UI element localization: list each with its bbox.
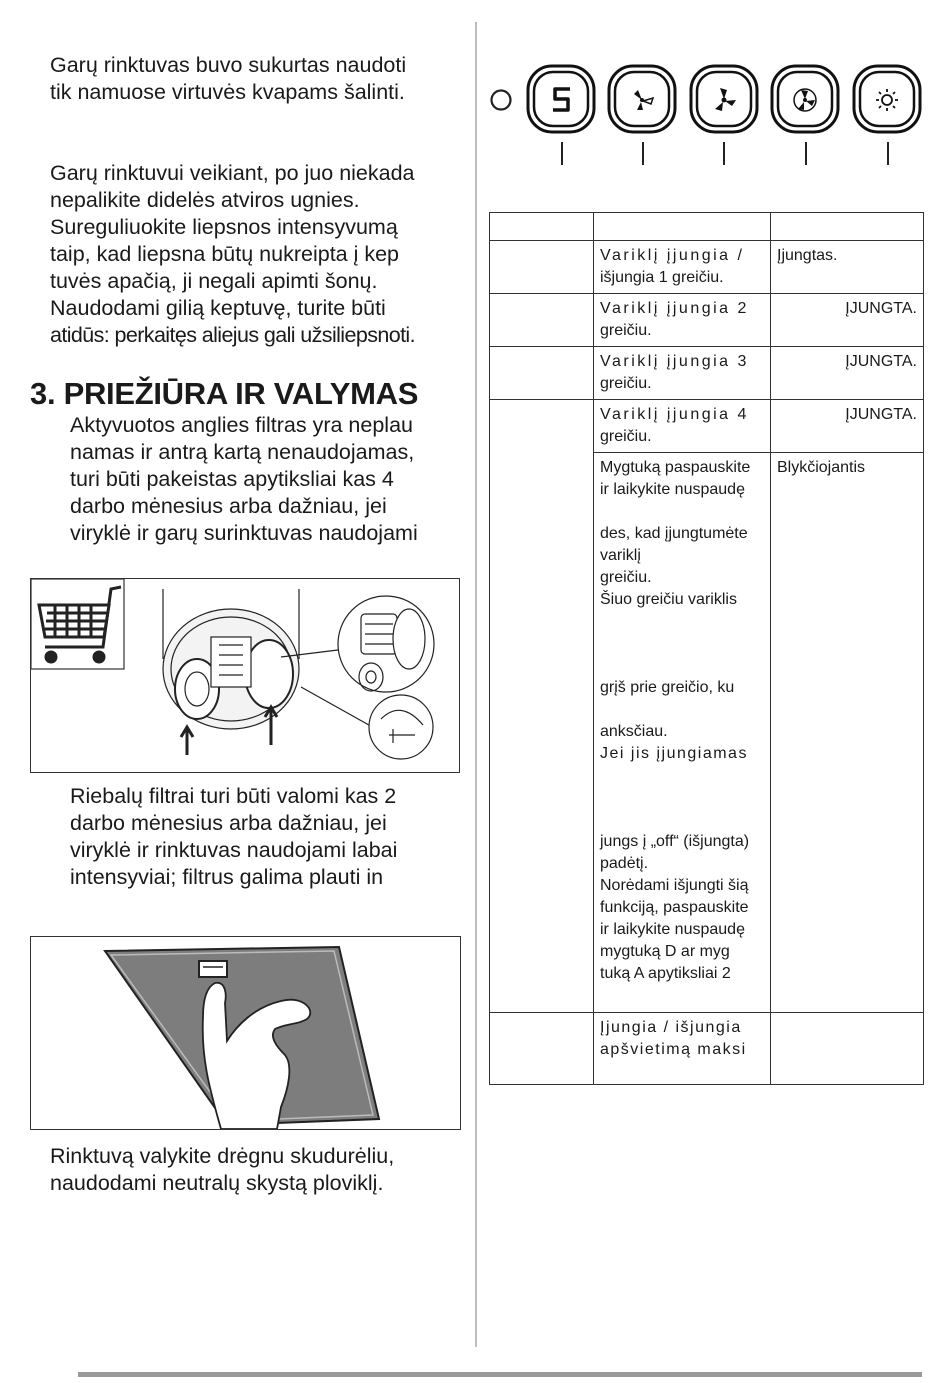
text-line: tuvės apačią, ji negali apimti šonų. [50,269,378,293]
filter-button[interactable] [526,64,596,134]
fan-speed-3-icon [770,64,840,134]
controls-table [489,212,924,1085]
table-cell [771,1013,924,1085]
light-icon [852,64,922,134]
table-cell [771,213,924,241]
text-line: taip, kad liepsna būtų nukreipta į kep [50,242,400,266]
table-cell [490,294,594,347]
table-cell [771,294,924,347]
text-line: intensyviai; filtrus galima plauti in [70,865,384,889]
cell-text: Mygtuką paspauskite [600,459,751,476]
table-cell [490,400,594,1013]
table-cell [490,241,594,294]
table-row [490,241,924,294]
cell-text: greičiu. [600,322,652,339]
fan-speed-1-icon [607,64,677,134]
cell-text: Variklį įjungia 2 [600,300,749,317]
table-cell [594,1013,771,1085]
grease-filter-illustration [31,937,460,1129]
table-row [490,347,924,400]
table-cell [771,453,924,1013]
table-cell [490,347,594,400]
button-pointer-line [642,142,644,165]
table-cell [594,213,771,241]
column-divider [475,22,477,1347]
grease-filter-figure [30,936,461,1130]
cell-text: Įjungia / išjungia [600,1019,742,1036]
state-text: Blykčiojantis [777,459,866,476]
state-text: ĮJUNGTA. [845,300,917,317]
table-cell [771,400,924,453]
section-heading: 3. PRIEŽIŪRA IR VALYMAS [30,376,419,411]
cell-text: anksčiau. [600,723,668,740]
text-line: darbo mėnesius arba dažniau, jei [70,811,387,835]
text-line: nepalikite didelės atviros ugnies. [50,188,360,212]
cell-text: Variklį įjungia / [600,247,745,264]
cell-text: grįš prie greičio, ku [600,679,735,696]
fan-speed-3-button[interactable] [770,64,840,134]
text-line: viryklė ir garų surinktuvas naudojami [70,521,418,545]
table-cell [594,241,771,294]
text-line: atidūs: perkaitęs aliejus gali užsiliepsnoti. [50,323,415,347]
state-text: Įjungtas. [777,247,838,264]
cell-text: des, kad įjungtumėte [600,525,748,542]
cell-text: ir laikykite nuspaudę [600,481,745,498]
text-line: Riebalų filtrai turi būti valomi kas 2 [70,784,397,808]
cell-text: Variklį įjungia 4 [600,406,749,423]
cell-text: ir laikykite nuspaudę [600,921,745,938]
button-pointer-line [805,142,807,165]
table-cell [594,294,771,347]
table-row [490,400,924,453]
cell-text: Norėdami išjungti šią [600,877,749,894]
shopping-cart-icon [39,587,121,662]
text-line: turi būti pakeistas apytiksliai kas 4 [70,467,394,491]
table-cell [594,453,771,1013]
cell-text: Jei jis įjungiamas [600,745,748,762]
text-line: namas ir antrą kartą nenaudojamas, [70,440,415,464]
cell-text: išjungia 1 greičiu. [600,269,724,286]
cell-text: greičiu. [600,375,652,392]
cell-text: funkciją, paspauskite [600,899,749,916]
state-text: ĮJUNGTA. [845,353,917,370]
text-line: tik namuose virtuvės kvapams šalinti. [50,80,405,104]
cell-text: mygtuką D ar myg [600,943,730,960]
carbon-filter-paragraph [70,412,460,547]
cell-text: jungs į „off“ (išjungta) [600,833,750,850]
intro-paragraph [50,52,460,106]
text-line: Sureguliuokite liepsnos intensyvumą [50,215,398,239]
button-pointer-line [561,142,563,165]
carbon-filter-figure [30,578,460,773]
table-cell [594,347,771,400]
table-row [490,294,924,347]
table-cell [490,1013,594,1085]
table-cell [594,400,771,453]
cell-text: variklį [600,547,641,564]
cell-text: Variklį įjungia 3 [600,353,749,370]
table-row [490,1013,924,1085]
text-line: Aktyvuotos anglies filtras yra neplau [70,413,413,437]
table-cell [490,213,594,241]
text-line: Garų rinktuvas buvo sukurtas naudoti [50,53,407,77]
fan-speed-2-button[interactable] [689,64,759,134]
grease-filter-paragraph [70,783,460,891]
button-pointer-line [887,142,889,165]
table-header-row [490,213,924,241]
safety-paragraph [50,160,460,349]
text-line: naudodami neutralų skystą ploviklį. [50,1171,384,1195]
footer-bar [78,1372,922,1377]
fan-speed-1-button[interactable] [607,64,677,134]
text-line: viryklė ir rinktuvas naudojami labai [70,838,398,862]
carbon-filter-illustration [31,579,459,772]
cell-text: padėtį. [600,855,649,872]
table-cell [771,241,924,294]
table-cell [771,347,924,400]
text-line: Naudodami gilią keptuvę, turite būti [50,296,386,320]
light-button[interactable] [852,64,922,134]
text-line: Rinktuvą valykite drėgnu skudurėliu, [50,1144,395,1168]
filter-symbol-icon [526,64,596,134]
cell-text: apšvietimą maksi [600,1041,747,1058]
cleaning-paragraph [50,1143,460,1197]
fan-speed-2-icon [689,64,759,134]
cell-text: greičiu. [600,569,652,586]
button-pointer-line [723,142,725,165]
cell-text: Šiuo greičiu variklis [600,591,737,608]
cell-text: tuką A apytiksliai 2 [600,965,731,982]
indicator-led-icon [489,88,513,112]
text-line: Garų rinktuvui veikiant, po juo niekada [50,161,415,185]
cell-text: greičiu. [600,428,652,445]
text-line: darbo mėnesius arba dažniau, jei [70,494,387,518]
state-text: ĮJUNGTA. [845,406,917,423]
